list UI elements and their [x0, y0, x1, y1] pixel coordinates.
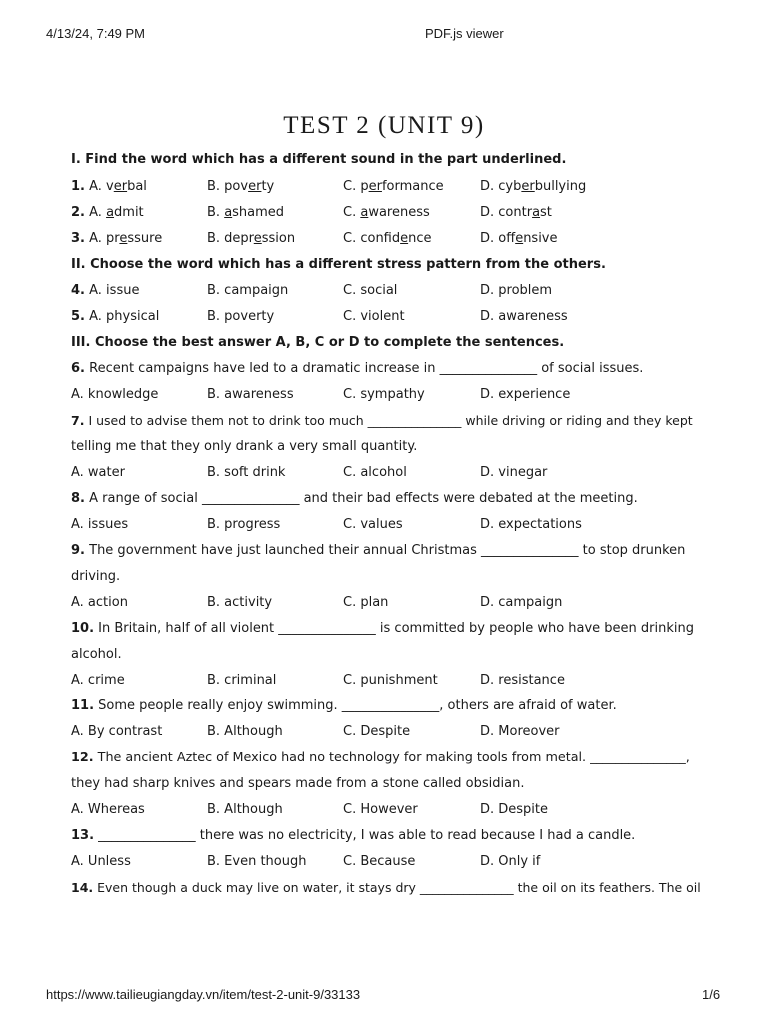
q12-option-d: D. Despite [480, 802, 549, 817]
q8-option-d: D. expectations [480, 517, 582, 532]
question-8-text: 8. A range of social _______________ and their bad effects were debated at the meeting. [71, 491, 638, 506]
print-footer [0, 987, 768, 1003]
q6-option-a: A. knowledge [71, 387, 159, 402]
viewer-title: PDF.js viewer [425, 26, 504, 41]
question-10-text-cont: alcohol. [71, 647, 122, 662]
q9-option-a: A. action [71, 595, 128, 610]
question-7-text-cont: telling me that they only drank a very small quantity. [71, 439, 418, 454]
q10-option-d: D. resistance [480, 673, 565, 688]
question-8-options [71, 516, 701, 534]
q13-option-d: D. Only if [480, 854, 541, 869]
q12-option-a: A. Whereas [71, 802, 145, 817]
q5-option-d: D. awareness [480, 309, 568, 324]
q11-option-a: A. By contrast [71, 724, 163, 739]
q9-option-c: C. plan [343, 595, 389, 610]
question-6-text: 6. Recent campaigns have led to a dramatic increase in _______________ of social issues. [71, 361, 644, 376]
q10-option-b: B. criminal [207, 673, 277, 688]
question-12-text-cont: they had sharp knives and spears made from a stone called obsidian. [71, 776, 525, 791]
question-13-text: 13. _______________ there was no electricity, I was able to read because I had a candle. [71, 828, 636, 843]
q1-option-d: D. cyberbullying [480, 179, 587, 194]
q4-option-a: 4. A. issue [71, 283, 140, 298]
q11-option-d: D. Moreover [480, 724, 560, 739]
q2-option-b: B. ashamed [207, 205, 285, 220]
question-5 [71, 308, 701, 326]
q2-number: 2. [71, 205, 85, 220]
section-2-heading: II. Choose the word which has a different stress pattern from the others. [71, 257, 606, 272]
q5-option-c: C. violent [343, 309, 405, 324]
question-10-options [71, 672, 701, 690]
q2-option-a: 2. A. admit [71, 205, 144, 220]
q3-option-d: D. offensive [480, 231, 558, 246]
q13-option-c: C. Because [343, 854, 416, 869]
q4-option-b: B. campaign [207, 283, 289, 298]
q2-option-d: D. contrast [480, 205, 552, 220]
question-1 [71, 178, 701, 196]
question-9-options [71, 594, 701, 612]
page-title: TEST 2 (UNIT 9) [283, 112, 485, 139]
question-11-options [71, 723, 701, 741]
q1-option-a: 1. A. verbal [71, 179, 147, 194]
q9-option-d: D. campaign [480, 595, 563, 610]
section-3-heading: III. Choose the best answer A, B, C or D to complete the sentences. [71, 335, 565, 350]
q9-option-b: B. activity [207, 595, 273, 610]
q11-option-b: B. Although [207, 724, 283, 739]
q1-number: 1. [71, 179, 85, 194]
q7-option-a: A. water [71, 465, 125, 480]
q8-option-b: B. progress [207, 517, 281, 532]
q12-option-c: C. However [343, 802, 418, 817]
q10-option-a: A. crime [71, 673, 125, 688]
q4-option-c: C. social [343, 283, 398, 298]
q10-option-c: C. punishment [343, 673, 438, 688]
question-4 [71, 282, 701, 300]
q7-option-c: C. alcohol [343, 465, 407, 480]
question-3 [71, 230, 701, 248]
q6-option-b: B. awareness [207, 387, 294, 402]
print-header [0, 26, 768, 42]
q1-option-b: B. poverty [207, 179, 275, 194]
q12-option-b: B. Although [207, 802, 283, 817]
print-date: 4/13/24, 7:49 PM [46, 26, 146, 41]
q4-option-d: D. problem [480, 283, 553, 298]
question-10-text: 10. In Britain, half of all violent _______________ is committed by people who have been drinking [71, 621, 695, 636]
q3-option-c: C. confidence [343, 231, 432, 246]
q1-option-c: C. performance [343, 179, 444, 194]
q2-option-c: C. awareness [343, 205, 430, 220]
question-7-text: 7. I used to advise them not to drink too much _______________ while driving or riding and they kept [71, 413, 693, 428]
q13-option-a: A. Unless [71, 854, 131, 869]
page-url: https://www.tailieugiangday.vn/item/test-2-unit-9/33133 [46, 987, 361, 1002]
question-9-text: 9. The government have just launched their annual Christmas _______________ to stop drunken [71, 543, 686, 558]
question-2 [71, 204, 701, 222]
q3-option-b: B. depression [207, 231, 296, 246]
question-14-text: 14. Even though a duck may live on water, it stays dry _______________ the oil on its feathers. The oil [71, 880, 701, 895]
section-1-heading: I. Find the word which has a different sound in the part underlined. [71, 152, 567, 167]
question-11-text: 11. Some people really enjoy swimming. _______________, others are afraid of water. [71, 698, 617, 713]
q7-option-b: B. soft drink [207, 465, 286, 480]
q11-option-c: C. Despite [343, 724, 411, 739]
q6-option-d: D. experience [480, 387, 571, 402]
q5-option-b: B. poverty [207, 309, 275, 324]
q3-option-a: 3. A. pressure [71, 231, 163, 246]
q8-option-c: C. values [343, 517, 403, 532]
q5-option-a: 5. A. physical [71, 309, 160, 324]
question-12-options [71, 801, 701, 819]
q3-number: 3. [71, 231, 85, 246]
page-number: 1/6 [702, 987, 721, 1002]
question-12-text: 12. The ancient Aztec of Mexico had no technology for making tools from metal. _______________, [71, 750, 690, 765]
q7-option-d: D. vinegar [480, 465, 548, 480]
q6-option-c: C. sympathy [343, 387, 425, 402]
question-7-options [71, 464, 701, 482]
q13-option-b: B. Even though [207, 854, 307, 869]
q8-option-a: A. issues [71, 517, 129, 532]
question-6-options [71, 386, 701, 404]
question-9-text-cont: driving. [71, 569, 121, 584]
question-13-options [71, 853, 701, 871]
